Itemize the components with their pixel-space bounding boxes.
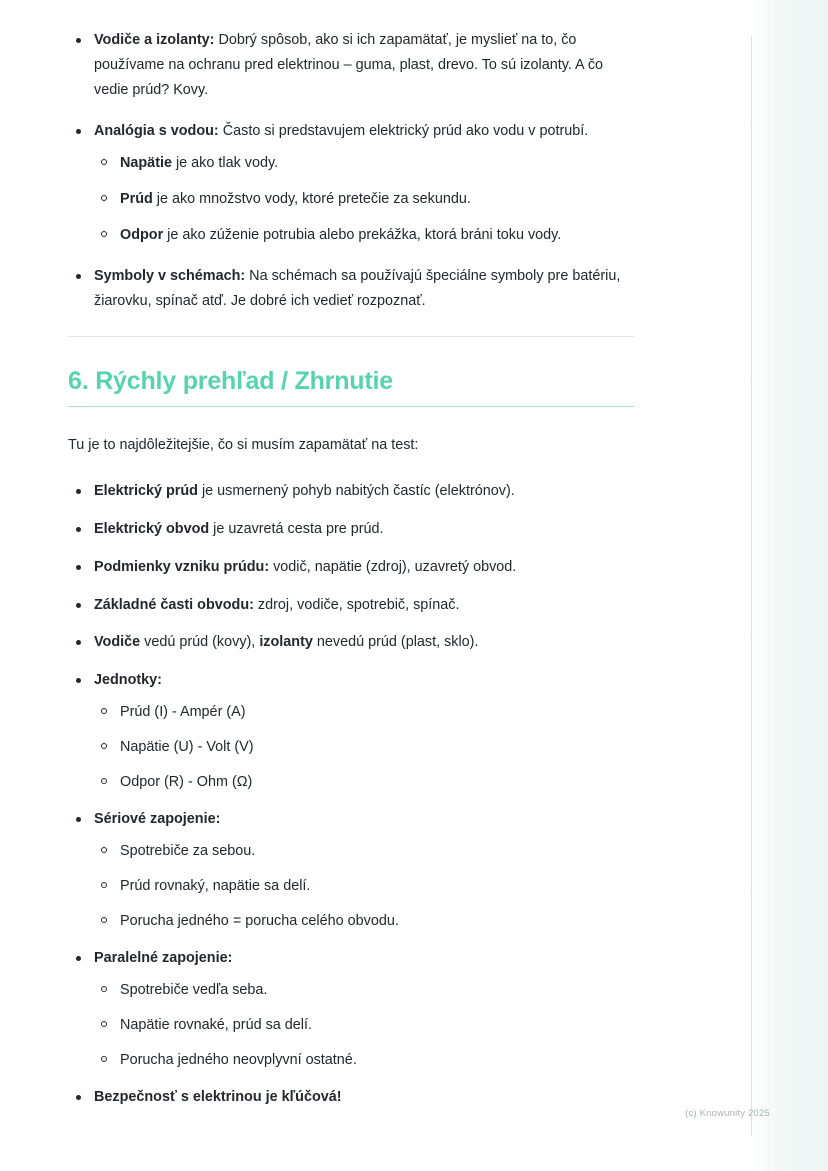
bullet-bold-label: Vodiče	[94, 634, 141, 651]
bullet-bold-label: Elektrický obvod	[94, 520, 210, 537]
list-item	[68, 593, 634, 618]
list-item	[68, 807, 634, 933]
list-item	[68, 630, 634, 655]
sub-bullet-list	[94, 701, 634, 794]
list-item	[68, 479, 634, 504]
subbullet-bold-label: Prúd	[120, 191, 153, 208]
bullet-text: vodič, napätie (zdroj), uzavretý obvod.	[269, 558, 517, 575]
list-item	[68, 555, 634, 580]
bullet-text: Na schémach sa používajú špeciálne symboly pre batériu, žiarovku, spínač atď. Je dobré ich vedieť rozpoznať.	[94, 268, 621, 309]
bullet-text: je usmernený pohyb nabitých častíc (elektrónov).	[197, 483, 515, 500]
list-item	[68, 1085, 634, 1110]
summary-bullet-list	[68, 479, 634, 1109]
list-item	[94, 1049, 634, 1072]
bullet-bold-label: Elektrický prúd	[94, 483, 198, 500]
subbullet-text: Prúd rovnaký, napätie sa delí.	[120, 877, 311, 894]
footer-copyright: (c) Knowunity 2025	[685, 1108, 770, 1119]
section-divider	[68, 336, 634, 337]
subbullet-text: Prúd (I) - Ampér (A)	[120, 703, 246, 720]
list-item	[68, 264, 634, 314]
subbullet-text: Porucha jedného neovplyvní ostatné.	[120, 1051, 357, 1068]
list-item	[94, 224, 634, 247]
sub-bullet-list	[94, 840, 634, 933]
list-item	[94, 771, 634, 794]
page-edge-rule	[751, 36, 752, 1136]
bullet-text: Často si predstavujem elektrický prúd ako vodu v potrubí.	[218, 123, 589, 140]
list-item	[68, 28, 634, 102]
document-content	[68, 28, 634, 1123]
bullet-bold-label: Základné časti obvodu:	[94, 596, 254, 613]
bullet-text: zdroj, vodiče, spotrebič, spínač.	[253, 596, 460, 613]
bullet-bold-label: Jednotky:	[94, 672, 162, 689]
page-title: 6. Rýchly prehľad / Zhrnutie	[68, 366, 393, 395]
list-item	[94, 979, 634, 1002]
list-item	[68, 668, 634, 794]
bullet-bold-label: Vodiče a izolanty:	[94, 32, 215, 48]
subbullet-text: Odpor (R) - Ohm (Ω)	[120, 773, 253, 790]
bullet-bold-label: Bezpečnosť s elektrinou je kľúčová!	[94, 1088, 342, 1105]
page-edge-shadow	[748, 0, 828, 1171]
list-item	[68, 119, 634, 247]
bullet-bold-label: Paralelné zapojenie:	[94, 949, 233, 966]
bullet-text: Dobrý spôsob, ako si ich zapamätať, je myslieť na to, čo používame na ochranu pred elektrinou – guma, plast, drevo. To sú izolanty. A čo vedie prúd? Kovy.	[94, 32, 604, 98]
sub-bullet-list	[94, 979, 634, 1072]
section-intro: Tu je to najdôležitejšie, čo si musím zapamätať na test:	[68, 436, 419, 453]
subbullet-text: Spotrebiče vedľa seba.	[120, 981, 268, 998]
subbullet-text: je ako tlak vody.	[171, 155, 279, 172]
subbullet-text: Napätie (U) - Volt (V)	[120, 738, 254, 755]
list-item	[68, 946, 634, 1072]
title-underline	[68, 406, 634, 407]
list-item	[94, 910, 634, 933]
list-item	[94, 875, 634, 898]
bullet-text: vedú prúd (kovy),	[140, 634, 260, 651]
top-bullet-list	[68, 28, 634, 314]
bullet-text: je uzavretá cesta pre prúd.	[209, 520, 384, 537]
list-item	[94, 1014, 634, 1037]
bullet-bold-label: Sériové zapojenie:	[94, 810, 221, 827]
list-item	[94, 736, 634, 759]
subbullet-bold-label: Napätie	[120, 155, 172, 172]
bullet-bold-label: Podmienky vzniku prúdu:	[94, 558, 270, 575]
subbullet-text: Spotrebiče za sebou.	[120, 842, 256, 859]
list-item	[94, 188, 634, 211]
list-item	[94, 701, 634, 724]
list-item	[94, 840, 634, 863]
list-item	[68, 517, 634, 542]
subbullet-bold-label: Odpor	[120, 227, 164, 244]
list-item	[94, 152, 634, 175]
bullet-bold-label: Symboly v schémach:	[94, 268, 246, 285]
subbullet-text: Porucha jedného = porucha celého obvodu.	[120, 912, 399, 929]
sub-bullet-list	[94, 152, 634, 247]
subbullet-text: je ako množstvo vody, ktoré pretečie za sekundu.	[152, 191, 471, 208]
bullet-bold-label-2: izolanty	[259, 634, 313, 651]
subbullet-text: je ako zúženie potrubia alebo prekážka, ktorá bráni toku vody.	[163, 227, 562, 244]
subbullet-text: Napätie rovnaké, prúd sa delí.	[120, 1016, 312, 1033]
bullet-bold-label: Analógia s vodou:	[94, 123, 219, 140]
bullet-text-2: nevedú prúd (plast, sklo).	[312, 634, 479, 651]
